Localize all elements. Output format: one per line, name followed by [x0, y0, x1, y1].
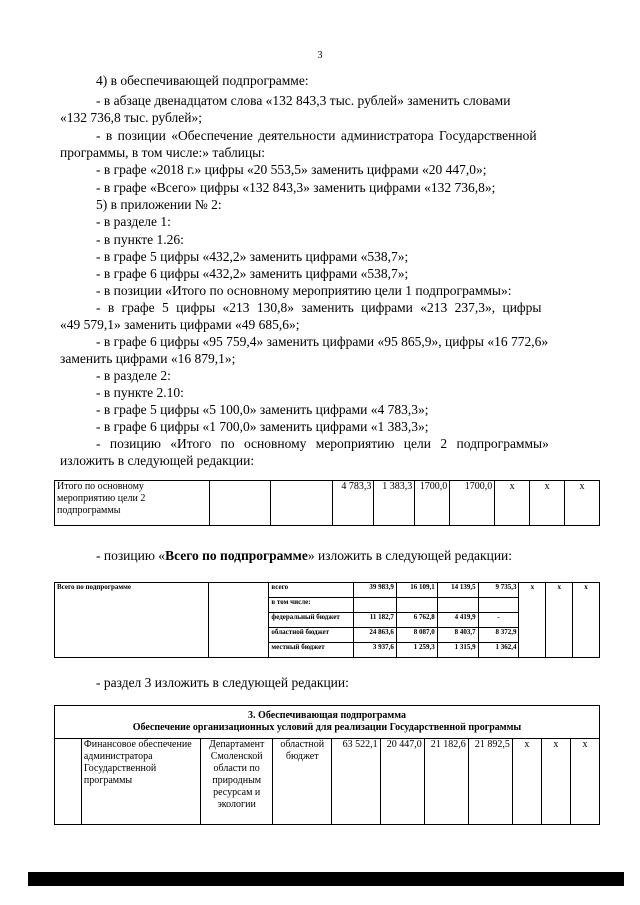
- table-section3: [54, 705, 600, 825]
- table2-value: 8 372,9: [478, 628, 519, 643]
- paragraph-graph6-goal1-line1: - в графе 6 цифры «95 759,4» заменить цифрами «95 865,9», цифры «16 772,6»: [96, 334, 549, 349]
- table2-value: 11 182,7: [354, 613, 397, 628]
- table2-value: 3 937,6: [354, 643, 397, 658]
- table2-value: 8 403,7: [437, 628, 478, 643]
- paragraph-graph5-210: - в графе 5 цифры «5 100,0» заменить цифрами «4 783,3»;: [96, 402, 429, 417]
- table2-row-label: областной бюджет: [269, 628, 354, 643]
- scan-footer-bar: [28, 872, 624, 886]
- table2-row-label: в том числе:: [269, 598, 354, 613]
- paragraph-total-goal2-line1: - позицию «Итого по основному мероприятию цели 2 подпрограммы»: [96, 436, 549, 451]
- paragraph-section3: - раздел 3 изложить в следующей редакции:: [96, 675, 349, 690]
- table1-label-line1: Итого по основному: [57, 481, 144, 492]
- table2-value: -: [478, 613, 519, 628]
- table3-value: 21 182,6: [424, 739, 468, 825]
- paragraph-appendix: 5) в приложении № 2:: [96, 197, 222, 212]
- paragraph-point-210: - в пункте 2.10:: [96, 385, 184, 400]
- table3-header-line1: 3. Обеспечивающая подпрограмма: [248, 710, 406, 721]
- table1-empty-cell: [209, 481, 270, 526]
- paragraph-total-goal1: - в позиции «Итого по основному мероприятию цели 1 подпрограммы»:: [96, 283, 512, 298]
- table2-value: 8 087,0: [396, 628, 437, 643]
- table2-value: 4 419,9: [437, 613, 478, 628]
- table2-value: 1 259,3: [396, 643, 437, 658]
- table3-x: x: [570, 739, 599, 825]
- table2-value: 16 109,1: [396, 583, 437, 598]
- table2-value: 1 362,4: [478, 643, 519, 658]
- table2-value: [396, 598, 437, 613]
- paragraph-total-post: » изложить в следующей редакции:: [307, 548, 513, 563]
- table1-x: x: [565, 481, 600, 526]
- paragraph-graph5-goal1-line2: «49 579,1» заменить цифрами «49 685,6»;: [60, 317, 300, 332]
- paragraph-graph-2018: - в графе «2018 г.» цифры «20 553,5» заменить цифрами «20 447,0»;: [96, 162, 487, 177]
- table3-x: x: [541, 739, 570, 825]
- table3-value: 20 447,0: [380, 739, 424, 825]
- table3-header-line2: Обеспечение организационных условий для реализации Государственной программы: [132, 722, 522, 733]
- table3-value: 21 892,5: [468, 739, 512, 825]
- table2-value: [478, 598, 519, 613]
- table2-value: [437, 598, 478, 613]
- table2-row-label: федеральный бюджет: [269, 613, 354, 628]
- page-number: 3: [317, 50, 323, 61]
- table1-x: x: [495, 481, 530, 526]
- table2-value: 9 735,3: [478, 583, 519, 598]
- table1-empty-cell: [270, 481, 333, 526]
- paragraph-graph6: - в графе 6 цифры «432,2» заменить цифрами «538,7»;: [96, 266, 409, 281]
- table2-value: 14 139,5: [437, 583, 478, 598]
- table1-label-line2: мероприятию цели 2: [57, 493, 146, 504]
- paragraph-total-goal2-line2: изложить в следующей редакции:: [60, 453, 255, 468]
- paragraph-graph-total: - в графе «Всего» цифры «132 843,3» заменить цифрами «132 736,8»;: [96, 180, 496, 195]
- table2-x: x: [546, 583, 573, 658]
- table2-value: 24 863,6: [354, 628, 397, 643]
- paragraph-total-pre: - позицию «: [96, 548, 166, 563]
- paragraph-position-line1: - в позиции «Обеспечение деятельности администратора Государственной: [96, 128, 537, 143]
- table3-name: Финансовое обеспечение администратора Государственной программы: [81, 739, 200, 825]
- table2-value: 1 315,9: [437, 643, 478, 658]
- paragraph-abzac-line2: «132 736,8 тыс. рублей»;: [60, 110, 202, 125]
- table3-x: x: [512, 739, 541, 825]
- table2-empty-cell: [208, 583, 268, 658]
- table1-value: 1 383,3: [374, 481, 415, 526]
- paragraph-total-bold: Всего по подпрограмме: [165, 548, 308, 563]
- paragraph-graph5-goal1-line1: - в графе 5 цифры «213 130,8» заменить цифрами «213 237,3», цифры: [96, 300, 542, 315]
- table1-x: x: [530, 481, 565, 526]
- table2-value: [354, 598, 397, 613]
- table2-label: Всего по подпрограмме: [55, 583, 209, 658]
- table2-row-label: местный бюджет: [269, 643, 354, 658]
- table3-header: [55, 706, 600, 739]
- paragraph-section2: - в разделе 2:: [96, 368, 171, 383]
- table1-value: 1700,0: [450, 481, 495, 526]
- paragraph-position-line2: программы, в том числе:» таблицы:: [60, 145, 265, 160]
- table-total-goal2: [54, 480, 600, 526]
- table-total-subprogram: [54, 582, 600, 658]
- paragraph-graph5: - в графе 5 цифры «432,2» заменить цифрами «538,7»;: [96, 249, 409, 264]
- table2-value: 6 762,8: [396, 613, 437, 628]
- table3-number-cell: [55, 739, 82, 825]
- table1-value: 4 783,3: [333, 481, 374, 526]
- table2-value: 39 983,9: [354, 583, 397, 598]
- table2-x: x: [519, 583, 546, 658]
- paragraph-graph6-210: - в графе 6 цифры «1 700,0» заменить цифрами «1 383,3»;: [96, 419, 429, 434]
- paragraph-total-subprogram: [96, 548, 512, 564]
- table2-row-label: всего: [269, 583, 354, 598]
- table3-source: областной бюджет: [273, 739, 332, 825]
- paragraph-point-126: - в пункте 1.26:: [96, 232, 184, 247]
- table1-label-cell: [55, 481, 210, 526]
- table1-value: 1700,0: [415, 481, 450, 526]
- table1-label-line3: подпрограммы: [57, 505, 121, 516]
- table2-x: x: [573, 583, 600, 658]
- paragraph-section1: - в разделе 1:: [96, 214, 171, 229]
- paragraph-abzac-line1: - в абзаце двенадцатом слова «132 843,3 тыс. рублей» заменить словами: [96, 93, 511, 108]
- table3-executor: Департамент Смоленской области по природным ресурсам и экологии: [201, 739, 273, 825]
- paragraph-subprogram: 4) в обеспечивающей подпрограмме:: [96, 73, 309, 88]
- table3-value: 63 522,1: [332, 739, 380, 825]
- paragraph-graph6-goal1-line2: заменить цифрами «16 879,1»;: [60, 351, 236, 366]
